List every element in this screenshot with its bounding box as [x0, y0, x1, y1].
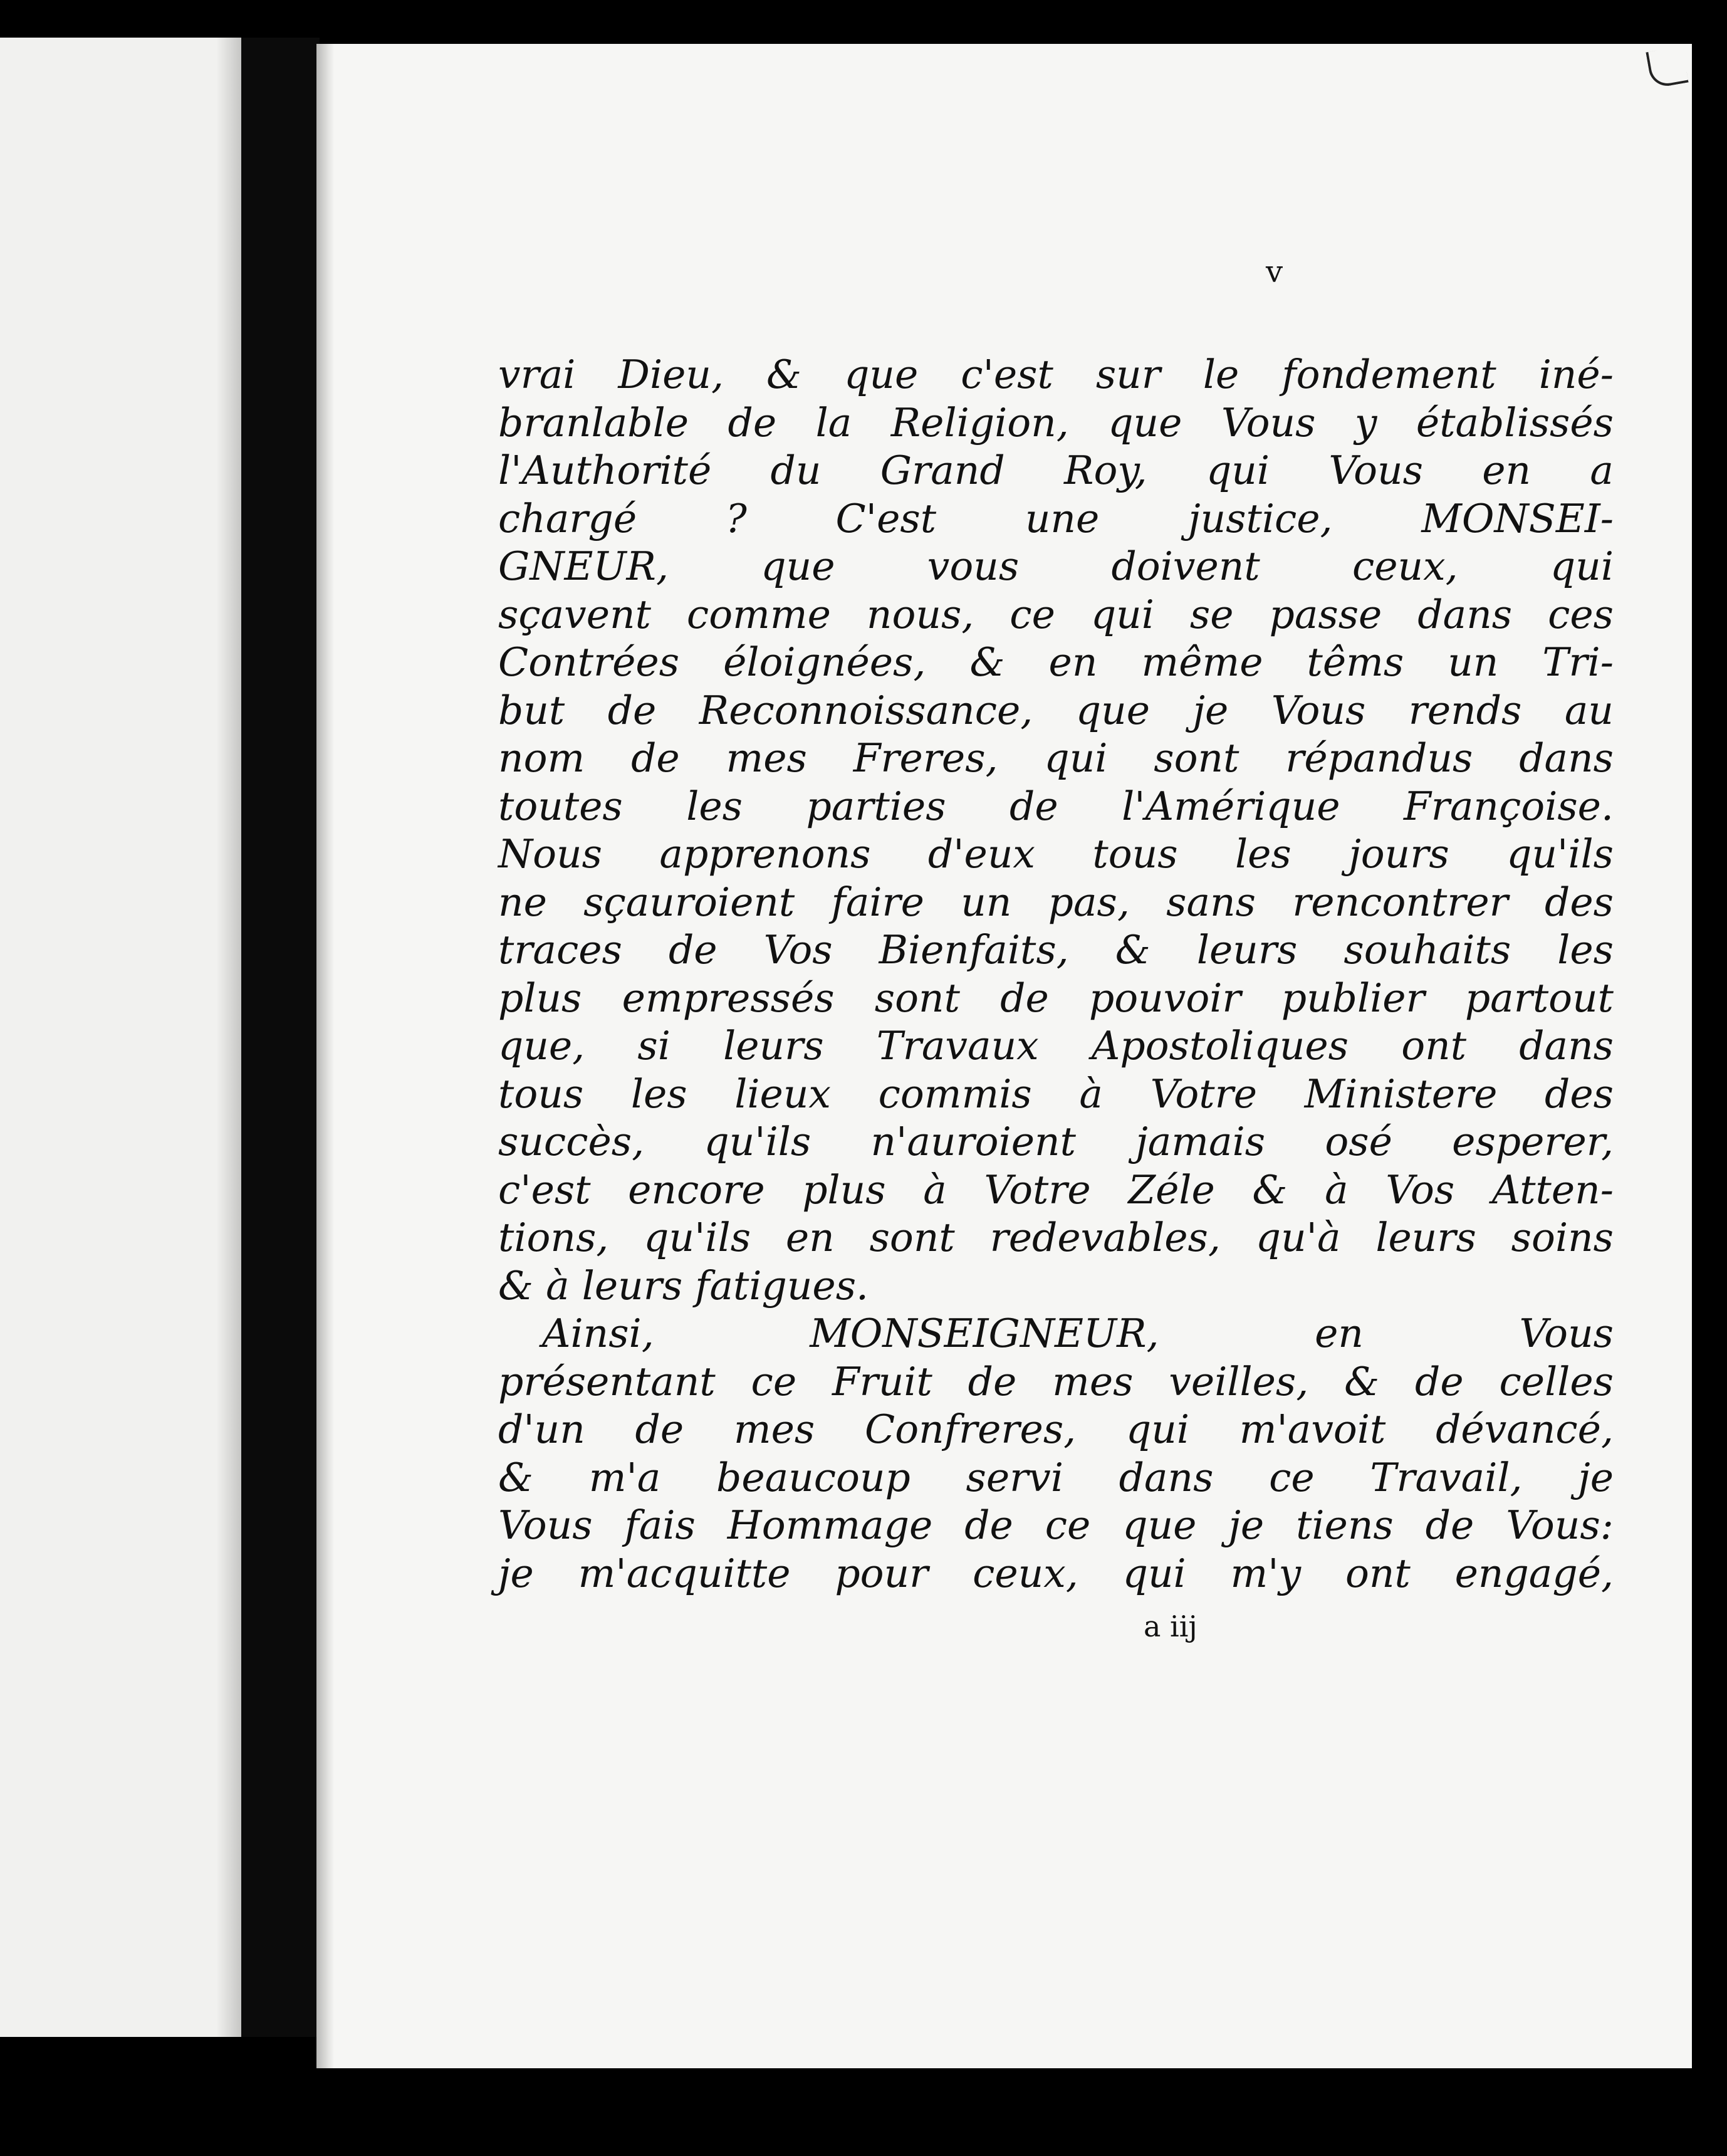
page-number: v	[1266, 254, 1283, 290]
text-line: présentant ce Fruit de mes veilles, & de celles	[498, 1358, 1614, 1405]
text-line: succès, qu'ils n'auroient jamais osé esperer,	[498, 1119, 1614, 1164]
text-line: & à leurs fatigues.	[498, 1262, 869, 1309]
text-line: d'un de mes Confreres, qui m'avoit dévancé,	[498, 1406, 1614, 1452]
text-line: ne sçauroient faire un pas, sans rencontrer des	[498, 879, 1614, 925]
text-line: c'est encore plus à Votre Zéle & à Vos Atten-	[498, 1166, 1614, 1213]
text-line: branlable de la Religion, que Vous y établissés	[498, 399, 1614, 446]
text-line: tous les lieux commis à Votre Ministere des	[498, 1070, 1614, 1117]
text-line: traces de Vos Bienfaits, & leurs souhaits les	[498, 927, 1614, 973]
book-page	[316, 44, 1692, 2068]
text-line: but de Reconnoissance, que je Vous rends au	[498, 687, 1614, 733]
text-line: Nous apprenons d'eux tous les jours qu'ils	[498, 831, 1614, 877]
text-line: vrai Dieu, & que c'est sur le fondement iné-	[498, 352, 1614, 397]
left-page-edge	[0, 38, 241, 2037]
text-line: Ainsi, MONSEIGNEUR, en Vous	[542, 1311, 1614, 1356]
text-line: tions, qu'ils en sont redevables, qu'à leurs soins	[498, 1215, 1614, 1260]
text-line: plus empressés sont de pouvoir publier partout	[498, 975, 1614, 1021]
text-line: que, si leurs Travaux Apostoliques ont dans	[498, 1023, 1614, 1069]
text-line: & m'a beaucoup servi dans ce Travail, je	[498, 1454, 1614, 1500]
text-line: chargé ? C'est une justice, MONSEI-	[498, 495, 1614, 542]
book-spine	[241, 38, 320, 2037]
page-text	[498, 351, 1614, 1598]
text-line: sçavent comme nous, ce qui se passe dans ces	[498, 591, 1614, 637]
text-line: je m'acquitte pour ceux, qui m'y ont engagé,	[498, 1550, 1614, 1596]
text-line: toutes les parties de l'Amérique Françoise.	[498, 783, 1614, 829]
text-line: GNEUR, que vous doivent ceux, qui	[498, 543, 1614, 589]
signature-mark: a iij	[1144, 1609, 1197, 1643]
corner-fold-icon	[1646, 46, 1688, 88]
text-line: nom de mes Freres, qui sont répandus dans	[498, 735, 1614, 781]
text-line: l'Authorité du Grand Roy, qui Vous en a	[498, 447, 1614, 493]
text-line: Contrées éloignées, & en même têms un Tri-	[498, 639, 1614, 685]
text-line: Vous fais Hommage de ce que je tiens de Vous:	[498, 1502, 1614, 1548]
